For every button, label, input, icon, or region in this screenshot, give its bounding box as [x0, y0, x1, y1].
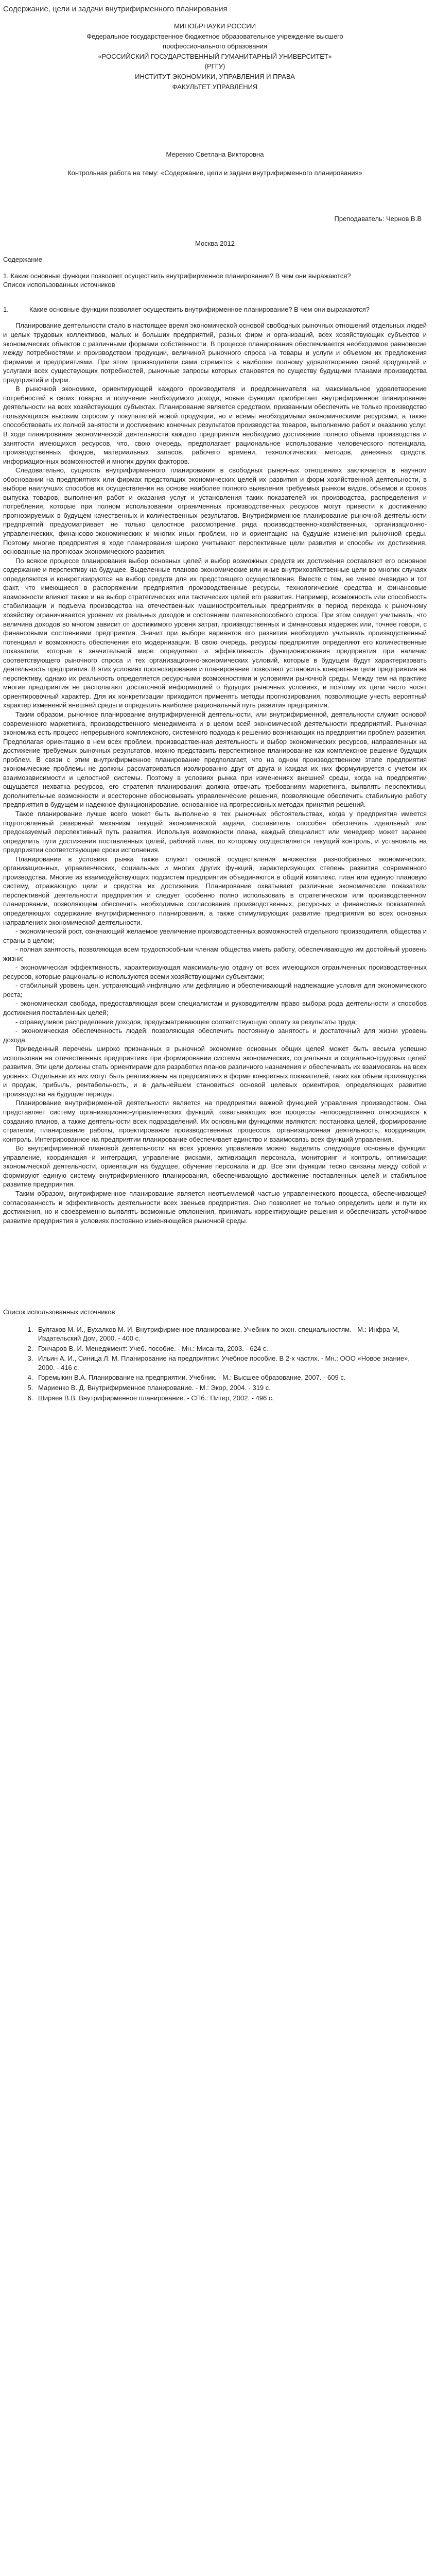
- paragraph: По всякое процессе планирования выбор основных целей и выбор возможных средств их достижения составляют его основное содержание и перспективу на будущее. Выделенные планово-экономические или иные внутрихозяйственные цели во многих случаях определяются и конкретизируются на выбор средств для их предстоящего осуществления. Вместе с тем, не менее очевидно и тот факт, что имеющиеся в распоряжении предприятия производственные ресурсы, технологические средства и финансовые возможности влияют также и на выбор стратегических или тактических целей его развития. Например, возможность или способность стабилизации и подъема производства на отечественных машиностроительных предприятиях в период перехода к рыночному хозяйству ограничивается уровнем их реальных доходов и состоянием платежеспособного спроса. При этом следует учитывать, что величина доходов во многом зависит от достижимого уровня затрат, производственных и финансовых издержек или, точнее говоря, с финансовыми состояниями предприятия. Значит при выборе вариантов его развития необходимо учитывать производственный потенциал и возможность обеспечения его модернизации. В свою очередь, ресурсы предприятия определяют его количественные показатели, которые в значительной мере определяют и эффективность функционирования предприятия при наличии соответствующего рыночного спроса и тех организационно-экономических условий, которые в будущем будут характеризовать деятельность предприятия. В этих условиях прогнозирование и планирование позволяют установить конкретные цели предприятия на перспективу, однако их реальность определяется ресурсными возможностями и условиями рыночной среды. Между тем на практике многие предприятия не располагают достаточной информацией о будущих рыночных условиях, и поэтому их цели часто носят ориентировочный характер. Для их конкретизации приходится применять методы прогнозирования, позволяющие учесть вероятный характер изменений внешней среды и определить наиболее рациональный путь развития предприятия.: [3, 556, 427, 709]
- author-name: Мережко Светлана Викторовна: [166, 150, 264, 159]
- references-list: [3, 1325, 427, 1402]
- toc-item: 1. Какие основные функции позволяет осуществить внутрифирменное планирование? В чем они выражаются?: [3, 272, 351, 280]
- reference-item: 5. Мариенко В. Д. Внутрифирменное планирование. - М.: Экор, 2004. - 319 с.: [35, 1383, 427, 1393]
- title-line: ФАКУЛЬТЕТ УПРАВЛЕНИЯ: [172, 82, 258, 91]
- list-item: - полная занятость, позволяющая всем трудоспособным членам общества иметь работу, обеспечивающую им достойный уровень жизни;: [3, 945, 427, 962]
- references-heading: Список использованных источников: [3, 1308, 115, 1316]
- list-item: - экономическая обеспеченность людей, позволяющая обеспечить постоянную занятость и достаточный для жизни уровень дохода.: [3, 1027, 427, 1044]
- paragraph: Такое планирование лучше всего может быть выполнено в тех рыночных обстоятельствах, когда у предприятия имеется подготовленный резервный механизм текущей экономической задачи, составитель способен обеспечить идеальный или предсказуемый перспективный путь развития. Используя возможности плана, каждый специалист или менеджер может заранее определить пути достижения поставленных целей, рабочий план, по которому осуществляется текущий контроль, и установить на предприятии соответствующие сроки исполнения.: [3, 809, 427, 854]
- paragraph: Планирование деятельности стало в настоящее время экономической основой свободных рыночных отношений отдельных людей и целых трудовых коллективов, малых и больших предприятий, разных фирм и организаций, всех хозяйствующих субъектов и экономических объектов с различными формами собственности. В процессе планирования обеспечивается необходимое равновесие между потребностями и производством продукции, величиной рыночного спроса на товары и услуги и объемом их предложения фирмами и предприятиями. При этом производители сами стремятся к наиболее полному удовлетворению своей продукцией и услугами всех существующих потребностей, рыночные запросы которых становятся по существу будущими планами производства предприятий и фирм.: [3, 321, 427, 384]
- toc-item: Список использованных источников: [3, 281, 115, 289]
- document: [0, 4, 430, 1402]
- paragraph: Во внутрифирменной плановой деятельности на всех уровнях управления можно выделить следующие основные функции: управление, координация и интеграция, управление рисками, активизация персонала, мониторинг и контроль, оптимизация экономической деятельности, ориентация на будущее, обучение персонала и др. Все эти функции тесно связаны между собой и формируют единую систему внутрифирменного планирования, обеспечивающую достижение поставленных целей и стабильное развитие предприятия.: [3, 1144, 427, 1189]
- section-title: Какие основные функции позволяет осуществить внутрифирменное планирование? В чем они выражаются?: [29, 305, 370, 313]
- title-line: «РОССИЙСКИЙ ГОСУДАРСТВЕННЫЙ ГУМАНИТАРНЫЙ УНИВЕРСИТЕТ»: [98, 52, 332, 60]
- section-heading: [3, 305, 427, 314]
- section-number: 1.: [3, 305, 9, 313]
- paragraph: Таким образом, рыночное планирование внутрифирменной деятельности, или внутрифирменной, деятельности служит основой современного маркетинга, производственного менеджмента и в целом всей экономической деятельности предприятий. Рыночная экономика есть процесс непрерывного комплексного, системного подхода к решению возникающих на предприятии проблем развития. Предполагая ориентацию в нем всех проблем, производственная деятельность и выбор экономических ресурсов, направленных на достижение требуемых рыночных результатов, можно представить перспективное планирование как комплексное решение будущих проблем. В связи с этим внутрифирменное планирование предполагает, что на одном производственном этапе предприятия экономические проблемы не должны рассматриваться изолированно друг от друга и каждая их них формулируется с учетом их взаимозависимости и целостной системы. Поэтому в условиях рынка при изменениях внешней среды, когда на предприятии ощущается нехватка ресурсов, его стратегия планирования должна отвечать требованиям маркетинга, выявлять перспективы, дополнительные возможности и всесторонне обосновывать управленческие решения, позволяющие обеспечить стабильную работу предприятия в будущем и надежное функционирование, основанное на прогрессивных методах принятия решений.: [3, 710, 427, 809]
- section-body: [3, 321, 427, 1225]
- title-page: [3, 22, 427, 177]
- list-item: - экономическая эффективность, характеризующая максимальную отдачу от всех имеющихся ограниченных производственных ресурсов, которые рационально используются всеми хозяйствующими субъектами;: [3, 963, 427, 980]
- list-item: - экономический рост, означающий желаемое увеличение производственных возможностей отдельного производителя, общества и страны в целом;: [3, 927, 427, 944]
- list-item: - экономическая свобода, предоставляющая всем специалистам и руководителям право выбора рода деятельности и способов достижения поставленных целей;: [3, 999, 427, 1017]
- paragraph: Планирование в условиях рынка также служит основой осуществления множества разнообразных экономических, организационных, управленческих, социальных и многих других функций, характеризующих степень развития современного производства. Многие из взаимодействующих подсистем предприятия объединяются в общий комплекс, план или единую плановую систему, отражающую цели и средства их достижения. Планирование охватывает различные экономические показатели перспективной деятельности предприятия и следует особенно полно использовать в стратегическом или производственном планировании, позволяющем обеспечить необходимые согласования производственных, ресурсных и финансовых показателей, определяющих содержание внутрифирменного планирования, а также стимулирующих развитие предприятия во всех основных направлениях экономической деятельности.: [3, 855, 427, 926]
- paragraph: Таким образом, внутрифирменное планирование является неотъемлемой частью управленческого процесса, обеспечивающей согласованность и эффективность деятельности всех звеньев предприятия. Оно позволяет не только определить цели и пути их достижения, но и своевременно выявлять возможные отклонения, принимать корректирующие решения и обеспечивать устойчивое развитие предприятия в условиях постоянно изменяющейся рыночной среды.: [3, 1189, 427, 1225]
- reference-item: 2. Гончаров В. И. Менеджмент: Учеб. пособие. - Мн.: Мисанта, 2003. - 624 с.: [35, 1344, 427, 1353]
- paragraph: В рыночной экономике, ориентирующей каждого производителя и предпринимателя на максимальное удовлетворение потребностей в своих товарах и получение необходимого дохода, новые функции приобретает внутрифирменное планирование деятельности на всех хозяйствующих субъектах. Планирование является средством, призванным обеспечить не только производство пользующихся высоким спросом у покупателей новой продукции, но и всемы необходимыми экономическими ресурсами, а также способствовать их полной занятости и достижению конечных результатов производства товаров, выполнению работ и оказанию услуг. В ходе планирования экономической деятельности каждого предприятия необходимо достижение полного объема производства и занятости имеющихся ресурсов, что, свою очередь, предполагает рациональное использование человеческого потенциала, производственных фондов, материальных запасов, рабочего времени, технологических методов, денежных средств, информационных возможностей и многих других факторов.: [3, 385, 427, 465]
- paragraph: Планирование внутрифирменной деятельности является на предприятии важной функцией управления производством. Она представляет систему организационно-управленческих функций, охватывающих все процессы непосредственно относящихся к созданию планов, а также деятельности всех подразделений. Их основными функциями являются: постановка целей, формирование стратегии, планирование работы, проектирование производственных процессов, организационная деятельность, координация, контроль. Интегрированное на предприятии планирование обеспечивает единство и взаимосвязь всех функций управления.: [3, 1099, 427, 1143]
- title-line: МИНОБРНАУКИ РОССИИ: [173, 22, 256, 30]
- toc-heading: Содержание: [3, 256, 42, 264]
- list-item: - справедливое распределение доходов, предусматривающее соответствующую оплату за результаты труда;: [15, 1018, 357, 1026]
- reference-item: 6. Ширяев В.В. Внутрифирменное планирование. - СПб.: Питер, 2002. - 496 с.: [35, 1394, 427, 1403]
- page-title: Содержание, цели и задачи внутрифирменного планирования: [3, 5, 228, 13]
- work-topic: Контрольная работа на тему: «Содержание, цели и задачи внутрифирменного планирования»: [67, 168, 362, 177]
- title-line: профессионального образования: [163, 42, 267, 50]
- city-year: Москва 2012: [195, 239, 235, 247]
- reference-item: 3. Ильин А. И., Синица Л. М. Планирование на предприятии: Учебное пособие. В 2-х частях. - Мн.: ООО «Новое знание», 2000. - 416 с.: [35, 1354, 427, 1372]
- title-line: Федеральное государственное бюджетное образовательное учреждение высшего: [86, 32, 343, 40]
- paragraph: Приведенный перечень широко признанных в рыночной экономике основных общих целей может быть весьма успешно использован на отечественных предприятиях при формировании системы экономических, социальных и социально-трудовых целей развития. Эти цели должны стать ориентирами для разработки планов различного назначения и обеспечивать их взаимосвязь на всех уровнях. Отдельные из них могут быть реализованы на предприятиях в форме конкретных показателей, таких как объем производства и продаж, прибыль, рентабельность, и в дальнейшем становиться основой целевых ориентиров, определяющих развитие производства на будущие периоды.: [3, 1045, 427, 1098]
- list-item: - стабильный уровень цен, устраняющий инфляцию или дефляцию и обеспечивающий надлежащие условия для экономического роста;: [3, 981, 427, 998]
- reference-item: 4. Горемыкин В.А. Планирование на предприятии. Учебник. - М.: Высшее образование, 2007. - 609 с.: [35, 1373, 427, 1382]
- title-line: (РГГУ): [204, 62, 225, 71]
- paragraph: Следовательно, сущность внутрифирменного планирования в свободных рыночных отношениях заключается в научном обосновании на предприятиях или фирмах предстоящих экономических целей их развития и форм хозяйственной деятельности, в выборе наилучших способов их осуществления на основе наиболее полного выявления требуемых рынком видов, объемов и сроков выпуска товаров, выполнения работ и оказания услуг и установления таких показателей их производства, распределения и потребления, которые при полном использовании ограниченных производственных ресурсов могут привести к достижению прогнозируемых в будущем качественных и количественных результатов. Внутрифирменное планирование рыночной деятельности предприятий предусматривает не только целостное рассмотрение ряда производственно-хозяйственных, организационно-управленческих, финансово-экономических и многих иных проблем, но и ориентацию на будущие изменения рыночной среды. Поэтому многие предприятия в ходе планирования широко учитывают перспективные цели развития и способы их достижения, основанные на прогнозах экономического развития.: [3, 466, 427, 556]
- teacher-name: Преподаватель: Чернов В.В: [334, 215, 422, 223]
- title-line: ИНСТИТУТ ЭКОНОМИКИ, УПРАВЛЕНИЯ И ПРАВА: [135, 72, 295, 80]
- reference-item: 1. Булгаков М. И., Бухалков М. И. Внутрифирменное планирование. Учебник по экон. специальностям. - М.: Инфра-М, Издательский Дом, 2000. - 400 с.: [35, 1325, 427, 1343]
